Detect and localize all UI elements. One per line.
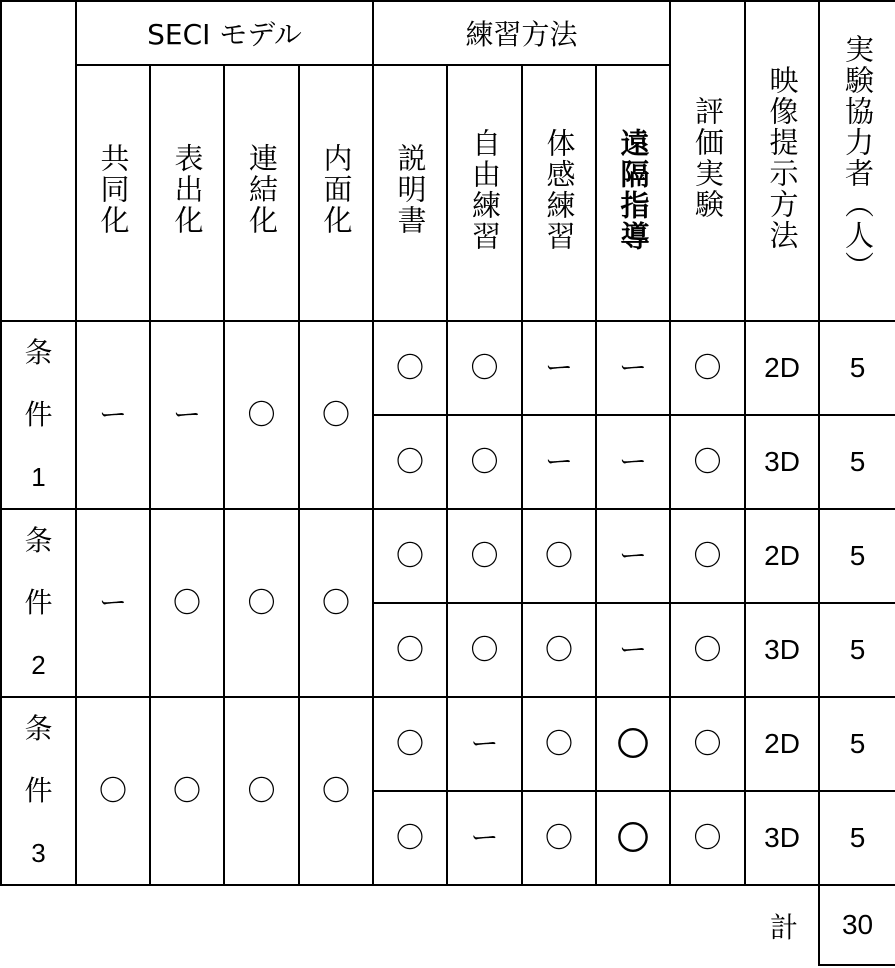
participant-count-cell: 5 (819, 415, 895, 509)
seci-header-text: 内面化 (319, 143, 354, 236)
practice-header-free (447, 65, 522, 321)
seci-cell: 〇 (299, 321, 373, 509)
display-method-cell: 3D (745, 415, 819, 509)
participants-header (819, 1, 895, 321)
practice-header-experiential (522, 65, 596, 321)
seci-header-text: 共同化 (96, 143, 131, 236)
condition-label-char: 条 (24, 524, 53, 557)
seci-cell: 〇 (224, 509, 299, 697)
practice-cell: ー (596, 603, 670, 697)
practice-header-text: 自由練習 (468, 127, 503, 252)
condition-label-char: 件 (24, 586, 53, 619)
practice-cell: 〇 (373, 509, 447, 603)
seci-cell: ー (76, 321, 150, 509)
seci-header-combination (224, 65, 299, 321)
practice-cell: 〇 (596, 791, 670, 885)
seci-cell: 〇 (76, 697, 150, 885)
table-row (1, 509, 895, 603)
condition-label-number: 3 (31, 838, 46, 868)
condition-label-char: 条 (24, 336, 53, 369)
participant-count-cell: 5 (819, 791, 895, 885)
display-method-cell: 2D (745, 697, 819, 791)
evaluation-cell: 〇 (670, 603, 745, 697)
practice-cell: 〇 (596, 697, 670, 791)
seci-cell: 〇 (299, 509, 373, 697)
practice-cell: 〇 (373, 321, 447, 415)
participant-count-cell: 5 (819, 603, 895, 697)
corner-cell (1, 1, 76, 321)
condition-label-char: 条 (24, 712, 53, 745)
practice-cell: ー (447, 791, 522, 885)
practice-cell: ー (522, 321, 596, 415)
practice-cell: 〇 (447, 321, 522, 415)
practice-header-text: 説明書 (393, 143, 428, 236)
practice-cell: 〇 (373, 791, 447, 885)
total-label: 計 (770, 910, 799, 944)
practice-cell: ー (596, 509, 670, 603)
display-method-header-text: 映像提示方法 (765, 64, 800, 251)
display-method-cell: 2D (745, 509, 819, 603)
condition-label-cell (1, 321, 76, 509)
practice-cell: ー (447, 697, 522, 791)
seci-cell: ー (76, 509, 150, 697)
practice-header-remote (596, 65, 670, 321)
evaluation-cell: 〇 (670, 697, 745, 791)
total-row (1, 885, 895, 965)
seci-cell: 〇 (224, 697, 299, 885)
seci-header-externalization (150, 65, 224, 321)
seci-cell: 〇 (150, 697, 224, 885)
condition-label-char: 件 (24, 774, 53, 807)
seci-header-text: 表出化 (170, 143, 205, 236)
practice-cell: 〇 (447, 603, 522, 697)
practice-cell: 〇 (373, 697, 447, 791)
practice-cell: 〇 (373, 415, 447, 509)
evaluation-cell: 〇 (670, 509, 745, 603)
practice-cell: 〇 (447, 509, 522, 603)
practice-cell: 〇 (522, 791, 596, 885)
display-method-cell: 2D (745, 321, 819, 415)
display-method-cell: 3D (745, 791, 819, 885)
practice-cell: ー (596, 321, 670, 415)
display-method-header (745, 1, 819, 321)
evaluation-header (670, 1, 745, 321)
evaluation-header-text: 評価実験 (691, 95, 726, 220)
practice-header-text: 遠隔指導 (616, 127, 651, 252)
seci-cell: 〇 (150, 509, 224, 697)
condition-label-char: 件 (24, 398, 53, 431)
practice-cell: 〇 (522, 509, 596, 603)
practice-cell: 〇 (522, 697, 596, 791)
practice-cell: 〇 (522, 603, 596, 697)
practice-cell: 〇 (373, 603, 447, 697)
practice-header-text: 体感練習 (542, 127, 577, 252)
seci-header-socialization (76, 65, 150, 321)
table-row (1, 321, 895, 415)
seci-cell: 〇 (224, 321, 299, 509)
condition-label-number: 2 (31, 650, 46, 680)
practice-cell: ー (522, 415, 596, 509)
seci-header-internalization (299, 65, 373, 321)
condition-label-cell (1, 509, 76, 697)
evaluation-cell: 〇 (670, 415, 745, 509)
condition-label-cell (1, 697, 76, 885)
seci-header-text: 連結化 (245, 143, 279, 236)
seci-cell: 〇 (299, 697, 373, 885)
evaluation-cell: 〇 (670, 321, 745, 415)
participant-count-cell: 5 (819, 509, 895, 603)
practice-cell: ー (596, 415, 670, 509)
evaluation-cell: 〇 (670, 791, 745, 885)
total-value: 30 (819, 885, 895, 965)
participant-count-cell: 5 (819, 321, 895, 415)
seci-cell: ー (150, 321, 224, 509)
participants-header-text: 実験協力者（人） (841, 33, 876, 282)
practice-header-manual (373, 65, 447, 321)
display-method-cell: 3D (745, 603, 819, 697)
table-row (1, 697, 895, 791)
participant-count-cell: 5 (819, 697, 895, 791)
practice-cell: 〇 (447, 415, 522, 509)
condition-label-number: 1 (31, 462, 46, 492)
seci-model-header: SECI モデル (76, 1, 373, 65)
practice-method-header: 練習方法 (373, 1, 670, 65)
